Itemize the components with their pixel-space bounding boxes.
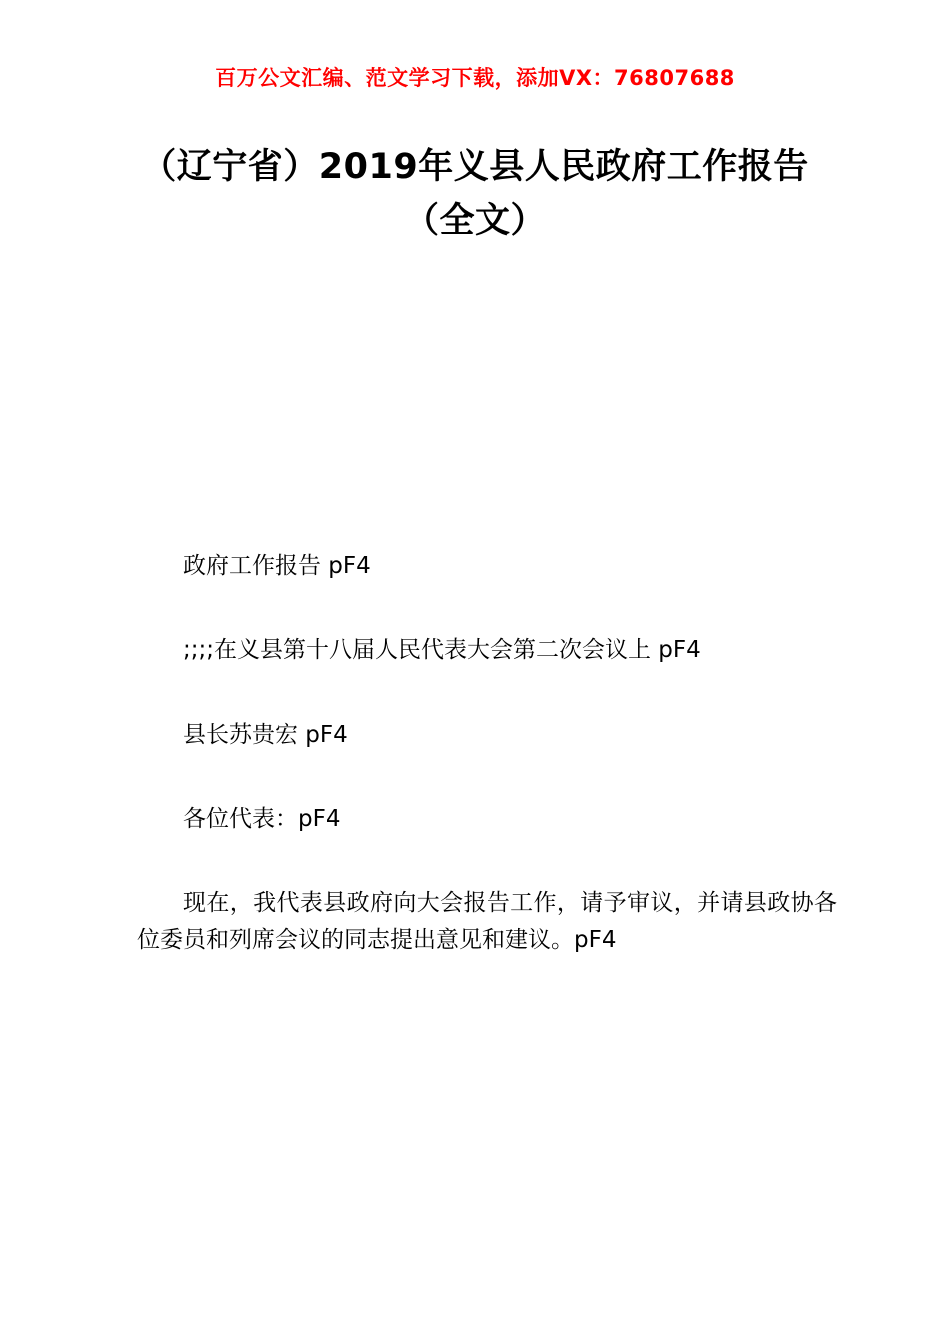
paragraph: 县长苏贵宏 pF4 xyxy=(183,721,348,748)
page-title-line-1: （辽宁省）2019年义县人民政府工作报告 xyxy=(141,147,809,187)
paragraph: 现在，我代表县政府向大会报告工作，请予审议，并请县政协各位委员和列席会议的同志提出意见和建议。pF4 xyxy=(137,890,837,954)
document-body xyxy=(137,548,837,1007)
paragraph: 各位代表：pF4 xyxy=(183,805,341,832)
paragraph: ;;;;在义县第十八届人民代表大会第二次会议上 pF4 xyxy=(183,637,701,664)
page-title xyxy=(118,140,832,249)
page-title-line-2: （全文） xyxy=(403,201,546,242)
watermark-promo-text: 百万公文汇编、范文学习下载，添加VX：76807688 xyxy=(215,66,735,90)
paragraph: 政府工作报告 pF4 xyxy=(183,553,371,579)
